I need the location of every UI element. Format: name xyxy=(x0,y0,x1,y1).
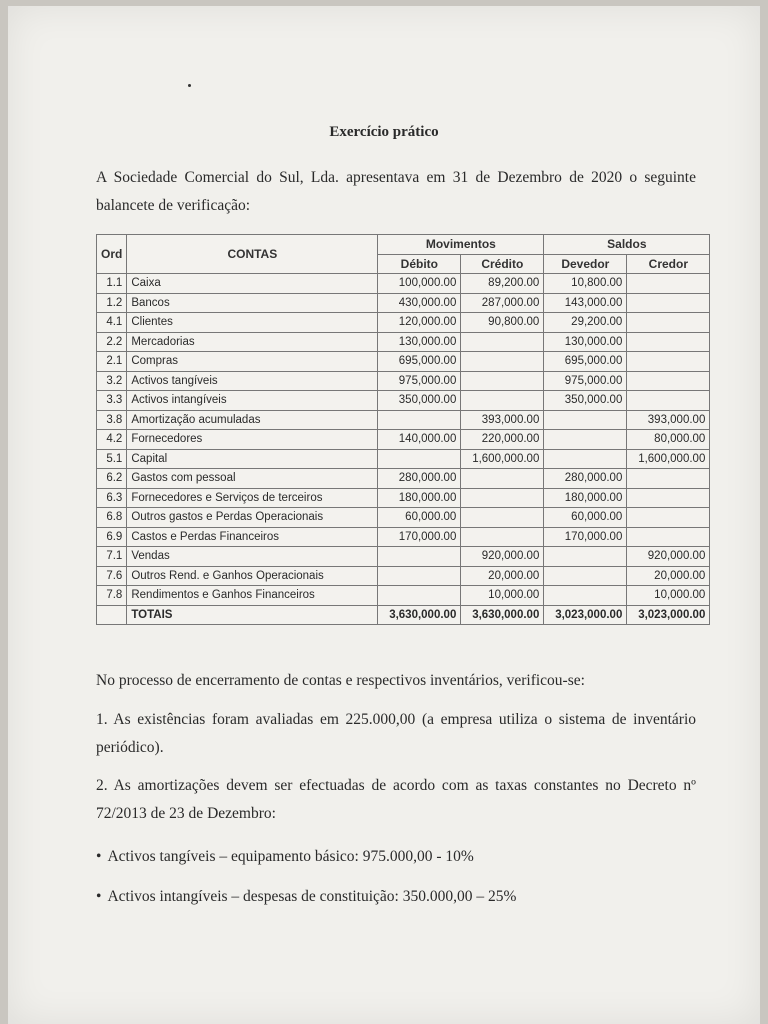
cell-devedor: 143,000.00 xyxy=(544,293,627,313)
cell-conta: Rendimentos e Ganhos Financeiros xyxy=(127,586,378,606)
table-row xyxy=(97,527,710,547)
cell-conta: Clientes xyxy=(127,313,378,333)
cell-credito: 20,000.00 xyxy=(461,566,544,586)
cell-debito: 350,000.00 xyxy=(378,391,461,411)
cell-credito xyxy=(461,527,544,547)
total-devedor: 3,023,000.00 xyxy=(544,605,627,625)
table-row xyxy=(97,274,710,294)
cell-devedor xyxy=(544,586,627,606)
cell-credito: 90,800.00 xyxy=(461,313,544,333)
cell-credito xyxy=(461,332,544,352)
cell-credor xyxy=(627,332,710,352)
cell-credor: 393,000.00 xyxy=(627,410,710,430)
bullet-intangible: • Activos intangíveis – despesas de constituição: 350.000,00 – 25% xyxy=(96,883,696,911)
cell-conta: Castos e Perdas Financeiros xyxy=(127,527,378,547)
table-row xyxy=(97,332,710,352)
cell-devedor xyxy=(544,449,627,469)
cell-devedor xyxy=(544,547,627,567)
cell-credito xyxy=(461,508,544,528)
bullet-tangible: • Activos tangíveis – equipamento básico: 975.000,00 - 10% xyxy=(96,843,696,871)
cell-ord: 1.1 xyxy=(97,274,127,294)
cell-credito xyxy=(461,391,544,411)
cell-credor xyxy=(627,527,710,547)
cell-credito: 89,200.00 xyxy=(461,274,544,294)
item-1: 1. As existências foram avaliadas em 225.000,00 (a empresa utiliza o sistema de inventário periódico). xyxy=(96,711,696,756)
cell-conta: Mercadorias xyxy=(127,332,378,352)
cell-ord: 4.2 xyxy=(97,430,127,450)
cell-debito: 140,000.00 xyxy=(378,430,461,450)
table-row xyxy=(97,391,710,411)
cell-ord: 2.1 xyxy=(97,352,127,372)
cell-debito: 130,000.00 xyxy=(378,332,461,352)
cell-conta: Amortização acumuladas xyxy=(127,410,378,430)
cell-conta: Caixa xyxy=(127,274,378,294)
cell-devedor: 170,000.00 xyxy=(544,527,627,547)
cell-conta: Fornecedores xyxy=(127,430,378,450)
table-row xyxy=(97,352,710,372)
trial-balance-table xyxy=(96,234,710,625)
cell-ord: 7.1 xyxy=(97,547,127,567)
cell-ord: 6.8 xyxy=(97,508,127,528)
cell-ord: 2.2 xyxy=(97,332,127,352)
cell-credor xyxy=(627,508,710,528)
cell-credor xyxy=(627,313,710,333)
header-credor: Credor xyxy=(627,254,710,274)
cell-ord: 6.9 xyxy=(97,527,127,547)
cell-debito xyxy=(378,566,461,586)
table-row xyxy=(97,293,710,313)
cell-credor xyxy=(627,293,710,313)
total-ord xyxy=(97,605,127,625)
cell-debito: 280,000.00 xyxy=(378,469,461,489)
cell-debito: 60,000.00 xyxy=(378,508,461,528)
cell-debito: 430,000.00 xyxy=(378,293,461,313)
cell-conta: Outros gastos e Perdas Operacionais xyxy=(127,508,378,528)
table-row xyxy=(97,488,710,508)
cell-credor xyxy=(627,352,710,372)
table-row xyxy=(97,410,710,430)
header-movimentos: Movimentos xyxy=(378,235,544,255)
cell-credor: 1,600,000.00 xyxy=(627,449,710,469)
cell-ord: 5.1 xyxy=(97,449,127,469)
ink-dot xyxy=(188,84,191,87)
cell-ord: 7.8 xyxy=(97,586,127,606)
cell-credor xyxy=(627,488,710,508)
cell-ord: 3.3 xyxy=(97,391,127,411)
cell-debito xyxy=(378,410,461,430)
cell-devedor xyxy=(544,566,627,586)
cell-debito xyxy=(378,547,461,567)
header-credito: Crédito xyxy=(461,254,544,274)
cell-conta: Activos intangíveis xyxy=(127,391,378,411)
table-row xyxy=(97,586,710,606)
cell-credito: 1,600,000.00 xyxy=(461,449,544,469)
cell-credor: 80,000.00 xyxy=(627,430,710,450)
cell-conta: Capital xyxy=(127,449,378,469)
cell-devedor: 695,000.00 xyxy=(544,352,627,372)
table-row xyxy=(97,566,710,586)
cell-devedor: 29,200.00 xyxy=(544,313,627,333)
cell-credito xyxy=(461,469,544,489)
cell-credor: 10,000.00 xyxy=(627,586,710,606)
table-row xyxy=(97,547,710,567)
cell-conta: Gastos com pessoal xyxy=(127,469,378,489)
table-row xyxy=(97,371,710,391)
cell-ord: 6.3 xyxy=(97,488,127,508)
total-debito: 3,630,000.00 xyxy=(378,605,461,625)
table-row xyxy=(97,469,710,489)
total-credor: 3,023,000.00 xyxy=(627,605,710,625)
cell-debito: 100,000.00 xyxy=(378,274,461,294)
cell-debito: 170,000.00 xyxy=(378,527,461,547)
header-ord: Ord xyxy=(97,235,127,274)
total-credito: 3,630,000.00 xyxy=(461,605,544,625)
cell-debito: 180,000.00 xyxy=(378,488,461,508)
cell-credor xyxy=(627,469,710,489)
cell-credor xyxy=(627,371,710,391)
cell-credito xyxy=(461,488,544,508)
cell-conta: Fornecedores e Serviços de terceiros xyxy=(127,488,378,508)
cell-credito xyxy=(461,352,544,372)
cell-credor: 920,000.00 xyxy=(627,547,710,567)
table-row xyxy=(97,449,710,469)
header-saldos: Saldos xyxy=(544,235,710,255)
cell-devedor: 350,000.00 xyxy=(544,391,627,411)
cell-credito: 393,000.00 xyxy=(461,410,544,430)
cell-ord: 4.1 xyxy=(97,313,127,333)
total-conta: TOTAIS xyxy=(127,605,378,625)
cell-devedor: 975,000.00 xyxy=(544,371,627,391)
page-title: Exercício prático xyxy=(329,124,439,140)
table-row xyxy=(97,430,710,450)
cell-ord: 3.8 xyxy=(97,410,127,430)
table-row xyxy=(97,508,710,528)
cell-credito: 920,000.00 xyxy=(461,547,544,567)
cell-debito xyxy=(378,449,461,469)
header-debito: Débito xyxy=(378,254,461,274)
cell-credor: 20,000.00 xyxy=(627,566,710,586)
cell-conta: Outros Rend. e Ganhos Operacionais xyxy=(127,566,378,586)
cell-ord: 1.2 xyxy=(97,293,127,313)
cell-debito xyxy=(378,586,461,606)
cell-credor xyxy=(627,274,710,294)
cell-credito: 220,000.00 xyxy=(461,430,544,450)
cell-conta: Vendas xyxy=(127,547,378,567)
closing-paragraph: No processo de encerramento de contas e respectivos inventários, verificou-se: xyxy=(96,672,585,689)
cell-credor xyxy=(627,391,710,411)
cell-conta: Compras xyxy=(127,352,378,372)
cell-credito: 10,000.00 xyxy=(461,586,544,606)
totals-row xyxy=(97,605,710,625)
cell-devedor xyxy=(544,410,627,430)
cell-conta: Bancos xyxy=(127,293,378,313)
cell-debito: 695,000.00 xyxy=(378,352,461,372)
cell-devedor: 60,000.00 xyxy=(544,508,627,528)
intro-paragraph: A Sociedade Comercial do Sul, Lda. apresentava em 31 de Dezembro de 2020 o seguinte balancete de verificação: xyxy=(96,169,696,214)
cell-devedor: 180,000.00 xyxy=(544,488,627,508)
header-devedor: Devedor xyxy=(544,254,627,274)
cell-ord: 3.2 xyxy=(97,371,127,391)
cell-devedor xyxy=(544,430,627,450)
cell-credito: 287,000.00 xyxy=(461,293,544,313)
cell-ord: 6.2 xyxy=(97,469,127,489)
item-2: 2. As amortizações devem ser efectuadas de acordo com as taxas constantes no Decreto nº 72/2013 de 23 de Dezembro: xyxy=(96,777,696,822)
cell-credito xyxy=(461,371,544,391)
cell-debito: 120,000.00 xyxy=(378,313,461,333)
cell-conta: Activos tangíveis xyxy=(127,371,378,391)
cell-devedor: 130,000.00 xyxy=(544,332,627,352)
header-contas: CONTAS xyxy=(127,235,378,274)
cell-ord: 7.6 xyxy=(97,566,127,586)
cell-devedor: 280,000.00 xyxy=(544,469,627,489)
cell-devedor: 10,800.00 xyxy=(544,274,627,294)
cell-debito: 975,000.00 xyxy=(378,371,461,391)
table-row xyxy=(97,313,710,333)
